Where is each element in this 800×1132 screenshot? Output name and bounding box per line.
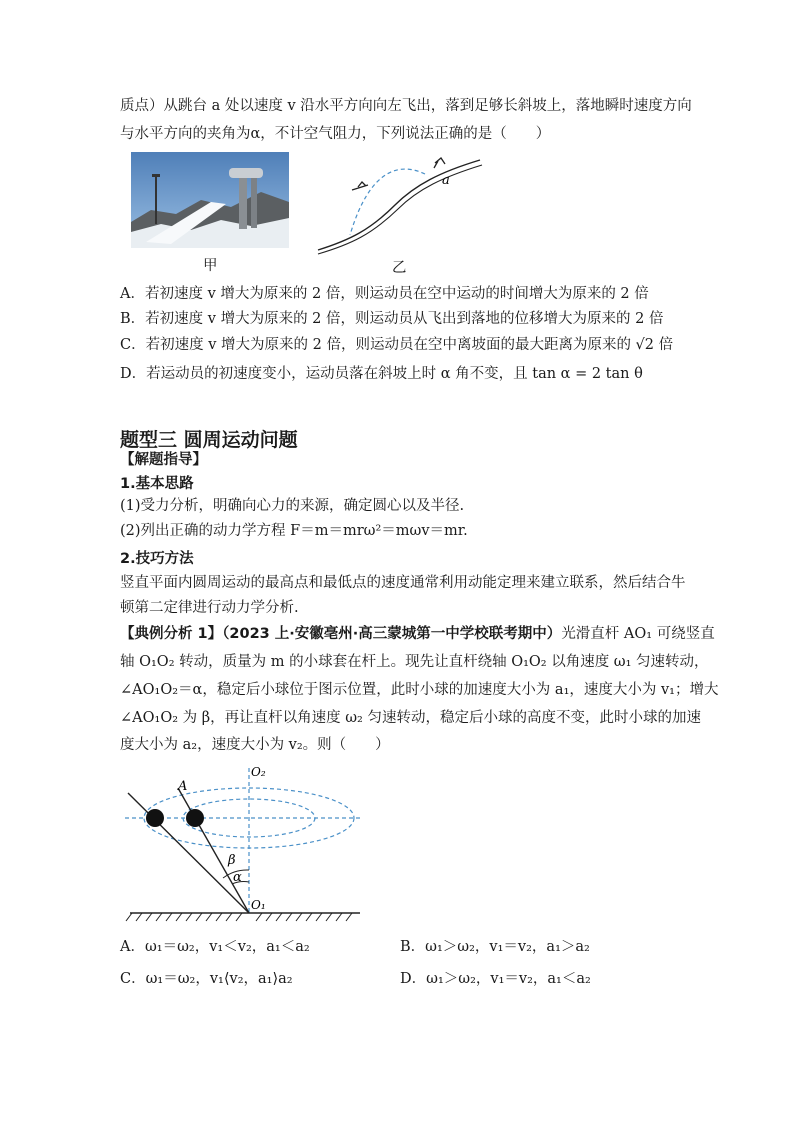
q1-option-d[interactable]: D．若运动员的初速度变小，运动员落在斜坡上时 α 角不变，且 tan α = 2 tan θ — [120, 366, 643, 382]
q1-option-c[interactable]: C．若初速度 v 增大为原来的 2 倍，则运动员在空中离坡面的最大距离为原来的 √2 倍 — [120, 337, 674, 353]
caption-jia: 甲 — [203, 258, 218, 274]
label-A: A — [178, 779, 188, 794]
basic-point-1: (1)受力分析，明确向心力的来源，确定圆心以及半径. — [120, 498, 465, 514]
caption-yi: 乙 — [392, 260, 407, 276]
rotating-rod-diagram — [120, 760, 370, 925]
skier-start-icon — [434, 158, 445, 168]
label-a: a — [442, 173, 450, 188]
q1-option-b[interactable]: B．若初速度 v 增大为原来的 2 倍，则运动员从飞出到落地的位移增大为原来的 2 倍 — [120, 311, 664, 327]
intro-line-1: 质点）从跳台 a 处以速度 v 沿水平方向向左飞出，落到足够长斜坡上，落地瞬时速度方向 — [120, 98, 692, 114]
ball-large-angle — [146, 809, 164, 827]
q2-option-c[interactable]: C．ω₁＝ω₂，v₁⟨v₂，a₁⟩a₂ — [120, 971, 293, 987]
slope-diagram — [310, 150, 490, 260]
example-line-1 — [120, 624, 715, 644]
example-tag: 【典例分析 1】（2023 上·安徽亳州·高三蒙城第一中学校联考期中） — [120, 626, 562, 642]
q1-option-a[interactable]: A．若初速度 v 增大为原来的 2 倍，则运动员在空中运动的时间增大为原来的 2 倍 — [120, 286, 649, 302]
example-line-5: 度大小为 a₂，速度大小为 v₂。则（ ） — [120, 737, 390, 753]
label-O2: O₂ — [251, 765, 266, 779]
example-line-4: ∠AO₁O₂ 为 β，再让直杆以角速度 ω₂ 匀速转动，稳定后小球的高度不变，此时小球的加速 — [120, 710, 701, 726]
basic-point-2: (2)列出正确的动力学方程 F＝m＝mrω²＝mωv＝mr. — [120, 523, 468, 539]
skill-text-1: 竖直平面内圆周运动的最高点和最低点的速度通常利用动能定理来建立联系，然后结合牛 — [120, 575, 686, 591]
example-line-3: ∠AO₁O₂＝α，稳定后小球位于图示位置，此时小球的加速度大小为 a₁，速度大小为 v₁；增大 — [120, 682, 719, 698]
skill-text-2: 顿第二定律进行动力学分析. — [120, 600, 299, 616]
intro-line-2: 与水平方向的夹角为α，不计空气阻力，下列说法正确的是（ ） — [120, 126, 551, 142]
skill-heading: 2.技巧方法 — [120, 551, 194, 567]
example-line-2: 轴 O₁O₂ 转动，质量为 m 的小球套在杆上。现先让直杆绕轴 O₁O₂ 以角速度 ω₁ 匀速转动， — [120, 654, 709, 670]
q2-option-b[interactable]: B．ω₁＞ω₂，v₁＝v₂，a₁＞a₂ — [400, 939, 590, 955]
q2-option-a[interactable]: A．ω₁＝ω₂，v₁＜v₂，a₁＜a₂ — [120, 939, 310, 955]
guide-heading: 【解题指导】 — [120, 452, 207, 468]
ball-small-angle — [186, 809, 204, 827]
example-line-1-rest: 光滑直杆 AO₁ 可绕竖直 — [561, 626, 715, 642]
label-O1: O₁ — [251, 898, 266, 912]
section-title: 题型三 圆周运动问题 — [120, 429, 298, 451]
q2-option-d[interactable]: D．ω₁＞ω₂，v₁＝v₂，a₁＜a₂ — [400, 971, 591, 987]
label-alpha: α — [233, 870, 242, 885]
basic-heading: 1.基本思路 — [120, 476, 194, 492]
skier-flight-icon — [352, 182, 368, 190]
ski-jump-photo — [131, 152, 289, 248]
label-beta: β — [228, 853, 236, 868]
